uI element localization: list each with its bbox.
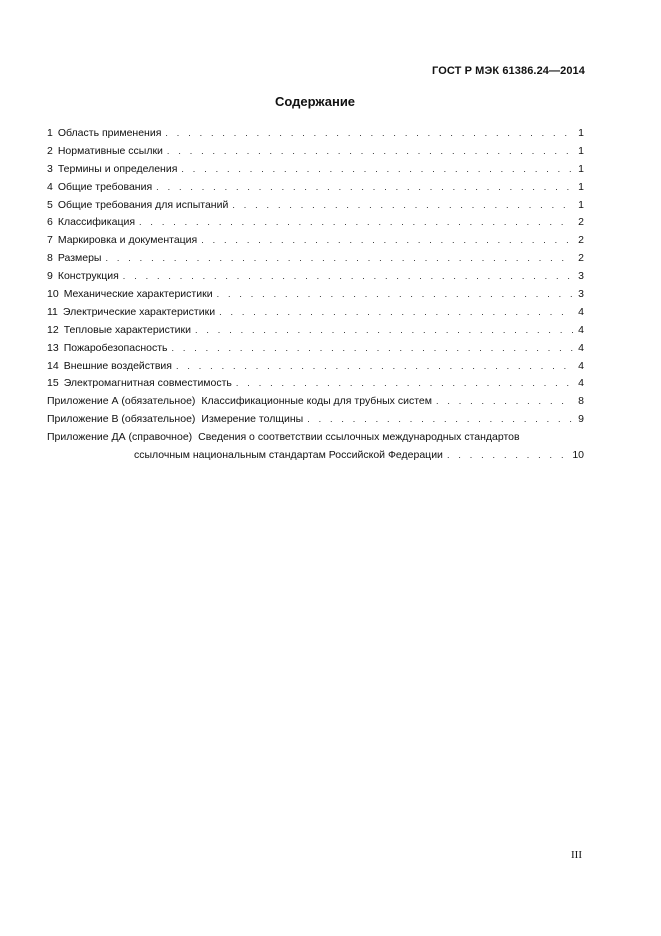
dot-leader (219, 304, 573, 322)
toc-entry-page: 8 (578, 395, 584, 408)
annex-title-continuation: ссылочным национальным стандартам Российской Федерации (134, 449, 443, 462)
toc-entry-label: Область применения (57, 127, 162, 139)
toc-entry-number: 14 (47, 359, 59, 372)
document-code: ГОСТ Р МЭК 61386.24—2014 (432, 65, 585, 77)
annex-designation: Приложение А (обязательное) (47, 395, 196, 408)
dot-leader (105, 250, 573, 268)
dot-leader (195, 322, 573, 340)
toc-entry-page: 2 (578, 216, 584, 229)
dot-leader (201, 232, 573, 250)
toc-entry[interactable] (47, 304, 584, 322)
dot-leader (171, 340, 573, 358)
dot-leader (165, 125, 573, 143)
toc-entry-label: Классификация (57, 216, 136, 229)
toc-entry-page: 3 (578, 270, 584, 283)
toc-entry-page: 1 (578, 198, 584, 211)
toc-entry-page: 2 (578, 252, 584, 265)
toc-entry[interactable] (47, 197, 584, 215)
toc-entry-label: Тепловые характеристики (63, 323, 191, 336)
toc-entry-number: 4 (47, 180, 53, 193)
toc-entry-page: 2 (578, 234, 584, 247)
dot-leader (447, 447, 569, 465)
toc-entry-page: 1 (578, 127, 584, 139)
toc-entry-page: 10 (572, 449, 584, 462)
toc-title: Содержание (274, 94, 356, 109)
toc-entry-number: 5 (47, 198, 53, 211)
toc-entry-number: 8 (47, 252, 53, 265)
toc-annex-entry[interactable] (47, 429, 584, 447)
toc-entry-number: 10 (47, 288, 59, 301)
toc-entry-number: 1 (47, 127, 53, 139)
toc-entry-page: 1 (578, 144, 584, 157)
toc-entry[interactable] (47, 322, 584, 340)
toc-entry[interactable] (47, 232, 584, 250)
toc-entry[interactable] (47, 179, 584, 197)
toc-entry-page: 3 (578, 288, 584, 301)
toc-entry-label: Общие требования (57, 180, 153, 193)
toc-entry-label: Нормативные ссылки (57, 144, 163, 157)
toc-entry-page: 4 (578, 341, 584, 354)
dot-leader (167, 143, 573, 161)
toc-entry-number: 13 (47, 341, 59, 354)
annex-title: Измерение толщины (201, 413, 304, 426)
toc-entry[interactable] (47, 125, 584, 143)
toc-entry[interactable] (47, 250, 584, 268)
dot-leader (181, 161, 573, 179)
toc-entry[interactable] (47, 143, 584, 161)
toc-entry[interactable] (47, 286, 584, 304)
toc-annex-entry[interactable] (47, 393, 584, 411)
toc-entry-page: 1 (578, 162, 584, 175)
toc-entry-label: Размеры (57, 252, 102, 265)
toc-entry-label: Механические характеристики (63, 288, 213, 301)
page-number: III (571, 849, 582, 861)
dot-leader (307, 411, 573, 429)
toc-entry[interactable] (47, 358, 584, 376)
dot-leader (232, 197, 573, 215)
toc-entry-number: 3 (47, 162, 53, 175)
annex-title: Классификационные коды для трубных систем (201, 395, 432, 408)
dot-leader (176, 358, 573, 376)
toc-entry-label: Конструкция (57, 270, 119, 283)
annex-designation: Приложение ДА (справочное) (47, 431, 193, 444)
dot-leader (436, 393, 573, 411)
toc-entry-page: 1 (578, 180, 584, 193)
table-of-contents (47, 125, 584, 465)
dot-leader (123, 268, 573, 286)
toc-entry-label: Термины и определения (57, 162, 178, 175)
toc-entry[interactable] (47, 340, 584, 358)
toc-entry[interactable] (47, 375, 584, 393)
toc-entry-label: Маркировка и документация (57, 234, 198, 247)
toc-entry[interactable] (47, 161, 584, 179)
toc-entry-page: 4 (578, 323, 584, 336)
dot-leader (236, 375, 573, 393)
toc-annex-entry-continuation[interactable] (47, 447, 584, 465)
toc-entry-number: 12 (47, 323, 59, 336)
toc-annex-entry[interactable] (47, 411, 584, 429)
dot-leader (217, 286, 573, 304)
toc-entry-label: Общие требования для испытаний (57, 198, 229, 211)
toc-entry-number: 6 (47, 216, 53, 229)
annex-designation: Приложение В (обязательное) (47, 413, 196, 426)
annex-title: Сведения о соответствии ссылочных международных стандартов (198, 431, 520, 444)
toc-entry-number: 15 (47, 377, 59, 390)
toc-entry[interactable] (47, 268, 584, 286)
toc-entry-page: 9 (578, 413, 584, 426)
toc-entry-page: 4 (578, 359, 584, 372)
toc-entry-number: 2 (47, 144, 53, 157)
toc-entry-number: 11 (47, 305, 58, 318)
toc-entry-label: Электрические характеристики (62, 305, 216, 318)
dot-leader (156, 179, 573, 197)
toc-entry[interactable] (47, 214, 584, 232)
toc-entry-number: 9 (47, 270, 53, 283)
toc-entry-label: Внешние воздействия (63, 359, 172, 372)
toc-entry-page: 4 (578, 305, 584, 318)
toc-entry-label: Пожаробезопасность (63, 341, 168, 354)
toc-entry-number: 7 (47, 234, 53, 247)
toc-entry-label: Электромагнитная совместимость (63, 377, 232, 390)
dot-leader (139, 214, 573, 232)
toc-entry-page: 4 (578, 377, 584, 390)
